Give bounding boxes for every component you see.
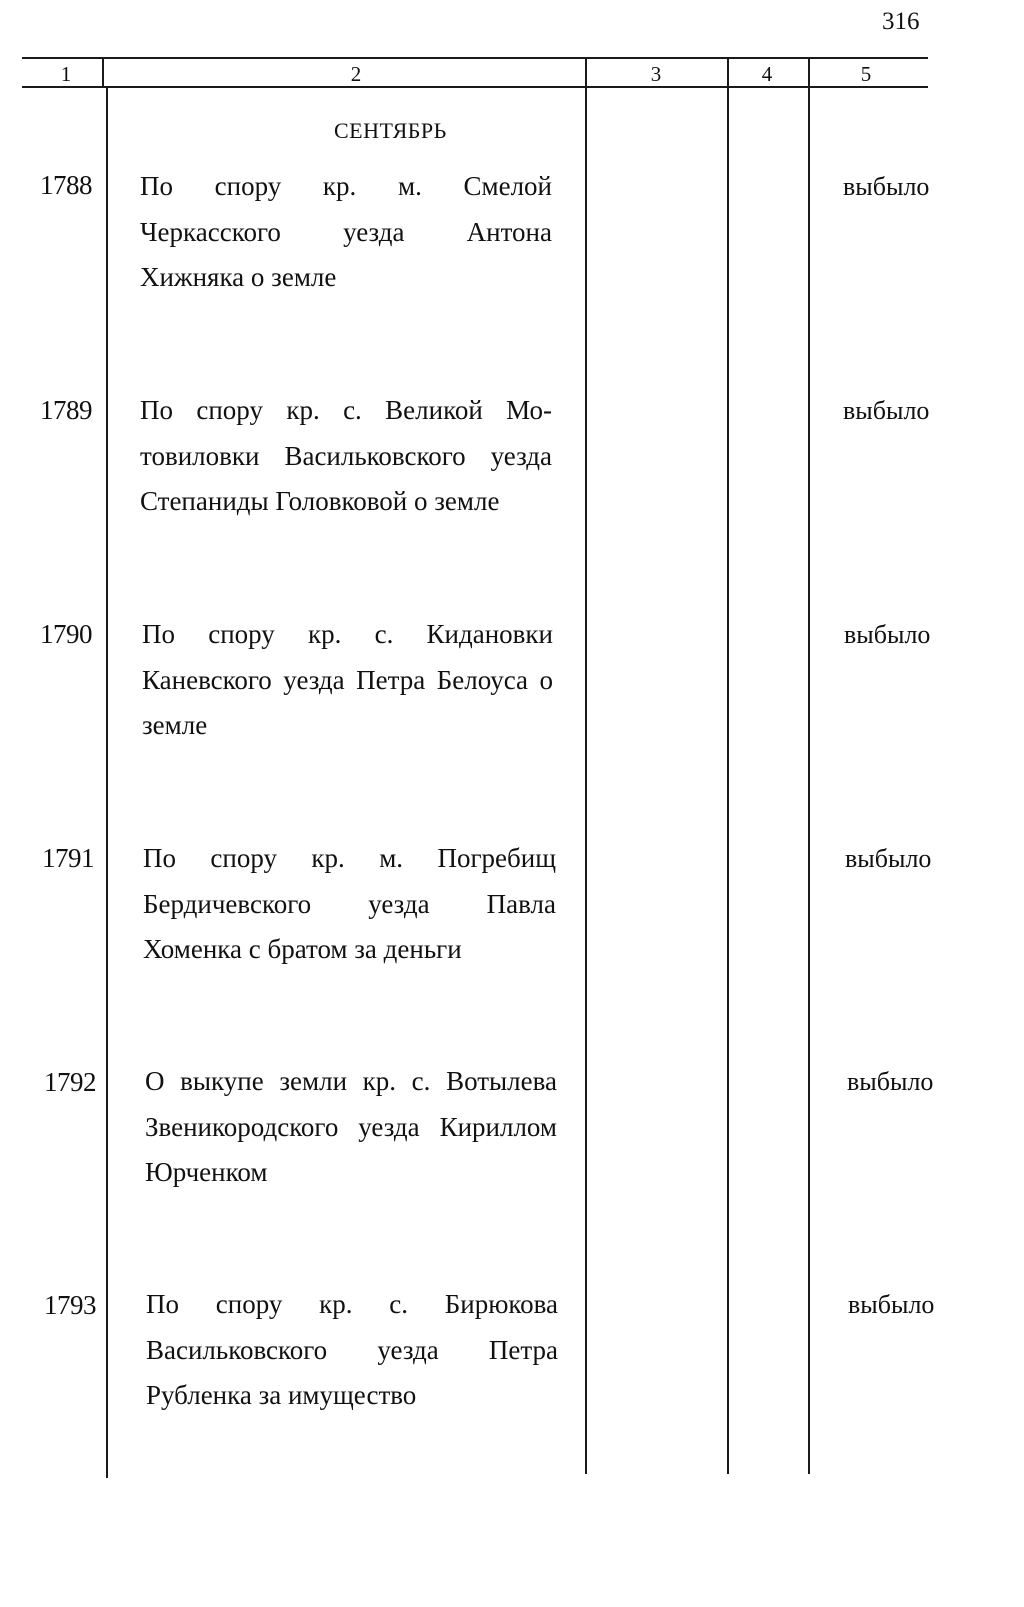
description-line: По спору кр. м. Смелой [140,171,552,201]
description-line: Степаниды Головковой о земле [140,486,500,516]
section-title: СЕНТЯБРЬ [334,118,447,143]
column-header-2: 2 [350,62,362,86]
description-line: земле [142,710,208,740]
record-description [143,836,556,973]
description-line: Каневского уезда Петра Белоуса о [142,664,553,695]
description-line: Юрченком [145,1157,268,1187]
record-number: 1793 [44,1290,96,1320]
record-status: выбыло [848,1290,935,1319]
description-line: По спору кр. с. Бирюкова [146,1289,558,1319]
record-status: выбыло [847,1067,934,1096]
record-description [146,1282,558,1419]
column-divider-4 [808,58,810,1474]
description-line: Васильковского уезда Петра [146,1334,558,1365]
page-number: 316 [882,8,920,35]
description-line: товиловки Васильковского уезда [140,440,552,471]
header-bottom-rule [22,86,928,88]
record-number: 1791 [42,843,94,873]
column-header-1: 1 [60,62,72,86]
record-number: 1789 [40,395,92,425]
column-header-4: 4 [761,62,773,86]
record-number: 1792 [44,1067,96,1097]
record-status: выбыло [845,844,932,873]
record-description [140,388,552,525]
record-number: 1790 [40,619,92,649]
column-divider-2 [585,58,587,1474]
description-line: По спору кр. с. Кидановки [142,619,553,649]
record-status: выбыло [844,620,931,649]
table-top-rule [22,57,928,59]
description-line: Хоменка с братом за деньги [143,934,462,964]
record-description [145,1059,557,1196]
record-number: 1788 [40,170,92,200]
column-divider-3 [727,58,729,1474]
description-line: Звеникородского уезда Кириллом [145,1111,557,1142]
column-header-3: 3 [650,62,662,86]
record-description [142,612,553,749]
description-line: Бердичевского уезда Павла [143,888,556,919]
column-divider-1-body [106,86,108,1478]
record-description [140,164,552,301]
description-line: Черкасского уезда Антона [140,216,552,247]
description-line: По спору кр. с. Великой Мо- [140,395,552,425]
record-status: выбыло [843,396,930,425]
description-line: О выкупе земли кр. с. Вотылева [145,1066,557,1096]
description-line: Хижняка о земле [140,262,337,292]
column-header-5: 5 [860,62,872,86]
column-divider-1 [102,58,104,86]
description-line: По спору кр. м. Погребищ [143,843,556,873]
record-status: выбыло [843,172,930,201]
description-line: Рубленка за имущество [146,1380,417,1410]
